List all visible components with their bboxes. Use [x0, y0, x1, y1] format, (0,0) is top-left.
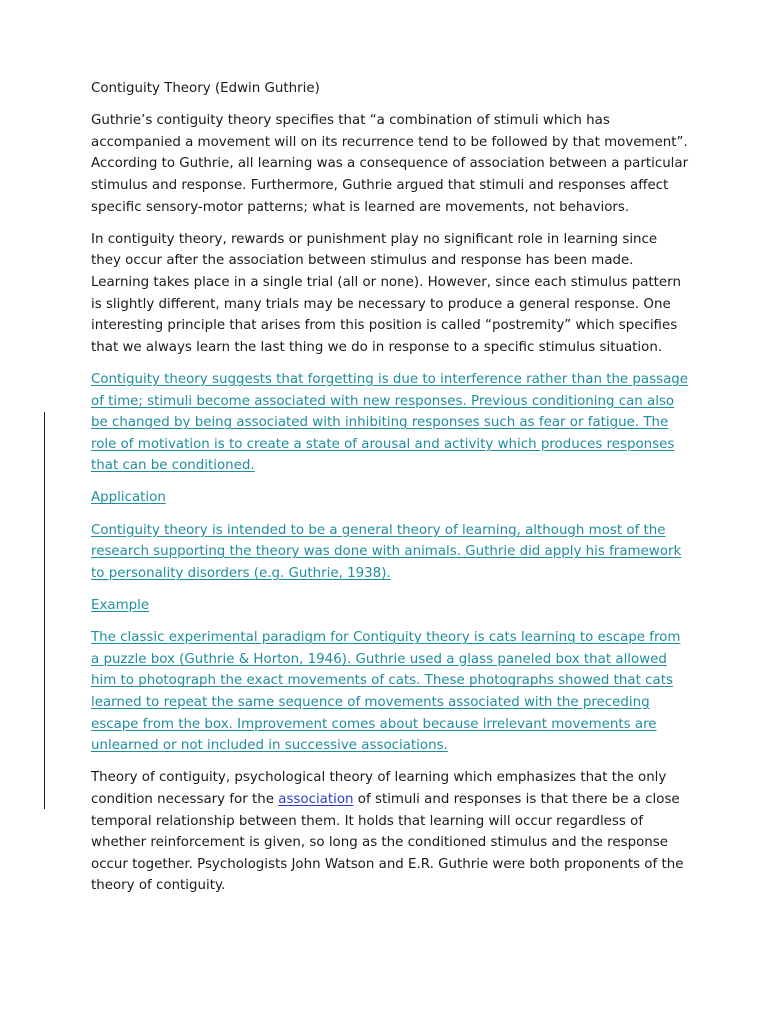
application-heading-block: [91, 487, 691, 509]
paragraph-application: Contiguity theory is intended to be a general theory of learning, although most of the research supporting the theory was done with animals. Guthrie did apply his framework to personality disorders (e.g. Guthrie, 1938).: [91, 522, 682, 581]
paragraph-definition: Guthrie’s contiguity theory specifies that “a combination of stimuli which has accompanied a movement will on its recurrence tend to be followed by that movement”. According to Guthrie, all learning was a consequence of association between a particular stimulus and response. Furthermore, Guthrie argued that stimuli and responses affect specific sensory-motor patterns; what is learned are movements, not behaviors.: [91, 113, 689, 215]
paragraph-rewards: In contiguity theory, rewards or punishment play no significant role in learning since they occur after the association between stimulus and response has been made. Learning takes place in a single trial (all or none). However, since each stimulus pattern is slightly different, many trials may be necessary to produce a general response. One interesting principle that arises from this position is called “postremity” which specifies that we always learn the last thing we do in response to a specific stimulus situation.: [91, 231, 681, 355]
association-link[interactable]: association: [278, 791, 354, 807]
application-heading-link[interactable]: Application: [91, 490, 166, 506]
paragraph-theory-summary: [91, 767, 691, 897]
example-heading-link[interactable]: Example: [91, 598, 150, 614]
revision-change-bar: [44, 412, 45, 809]
paragraph-example: The classic experimental paradigm for Contiguity theory is cats learning to escape from a puzzle box (Guthrie & Horton, 1946). Guthrie used a glass paneled box that allowed him to photograph the exact movements of cats. These photographs showed that cats learned to repeat the same sequence of movements associated with the preceding escape from the box. Improvement comes about because irrelevant movements are unlearned or not included in successive associations.: [91, 630, 681, 754]
paragraph-forgetting: Contiguity theory suggests that forgetting is due to interference rather than the passage of time; stimuli become associated with new responses. Previous conditioning can also be changed by being associated with inhibiting responses such as fear or fatigue. The role of motivation is to create a state of arousal and activity which produces responses that can be conditioned.: [91, 371, 689, 474]
document-title: Contiguity Theory (Edwin Guthrie): [91, 81, 320, 96]
summary-text-before-link: Theory of contiguity, psychological theory of learning which emphasizes that the only condition necessary for the: [91, 770, 667, 807]
document-page: [91, 78, 691, 908]
summary-text-after-link: of stimuli and responses is that there be a close temporal relationship between them. It holds that learning will occur regardless of whether reinforcement is given, so long as the conditioned stimulus and the response occur together. Psychologists John Watson and E.R. Guthrie were both proponents of the theory of contiguity.: [91, 791, 684, 894]
example-heading-block: [91, 595, 691, 617]
